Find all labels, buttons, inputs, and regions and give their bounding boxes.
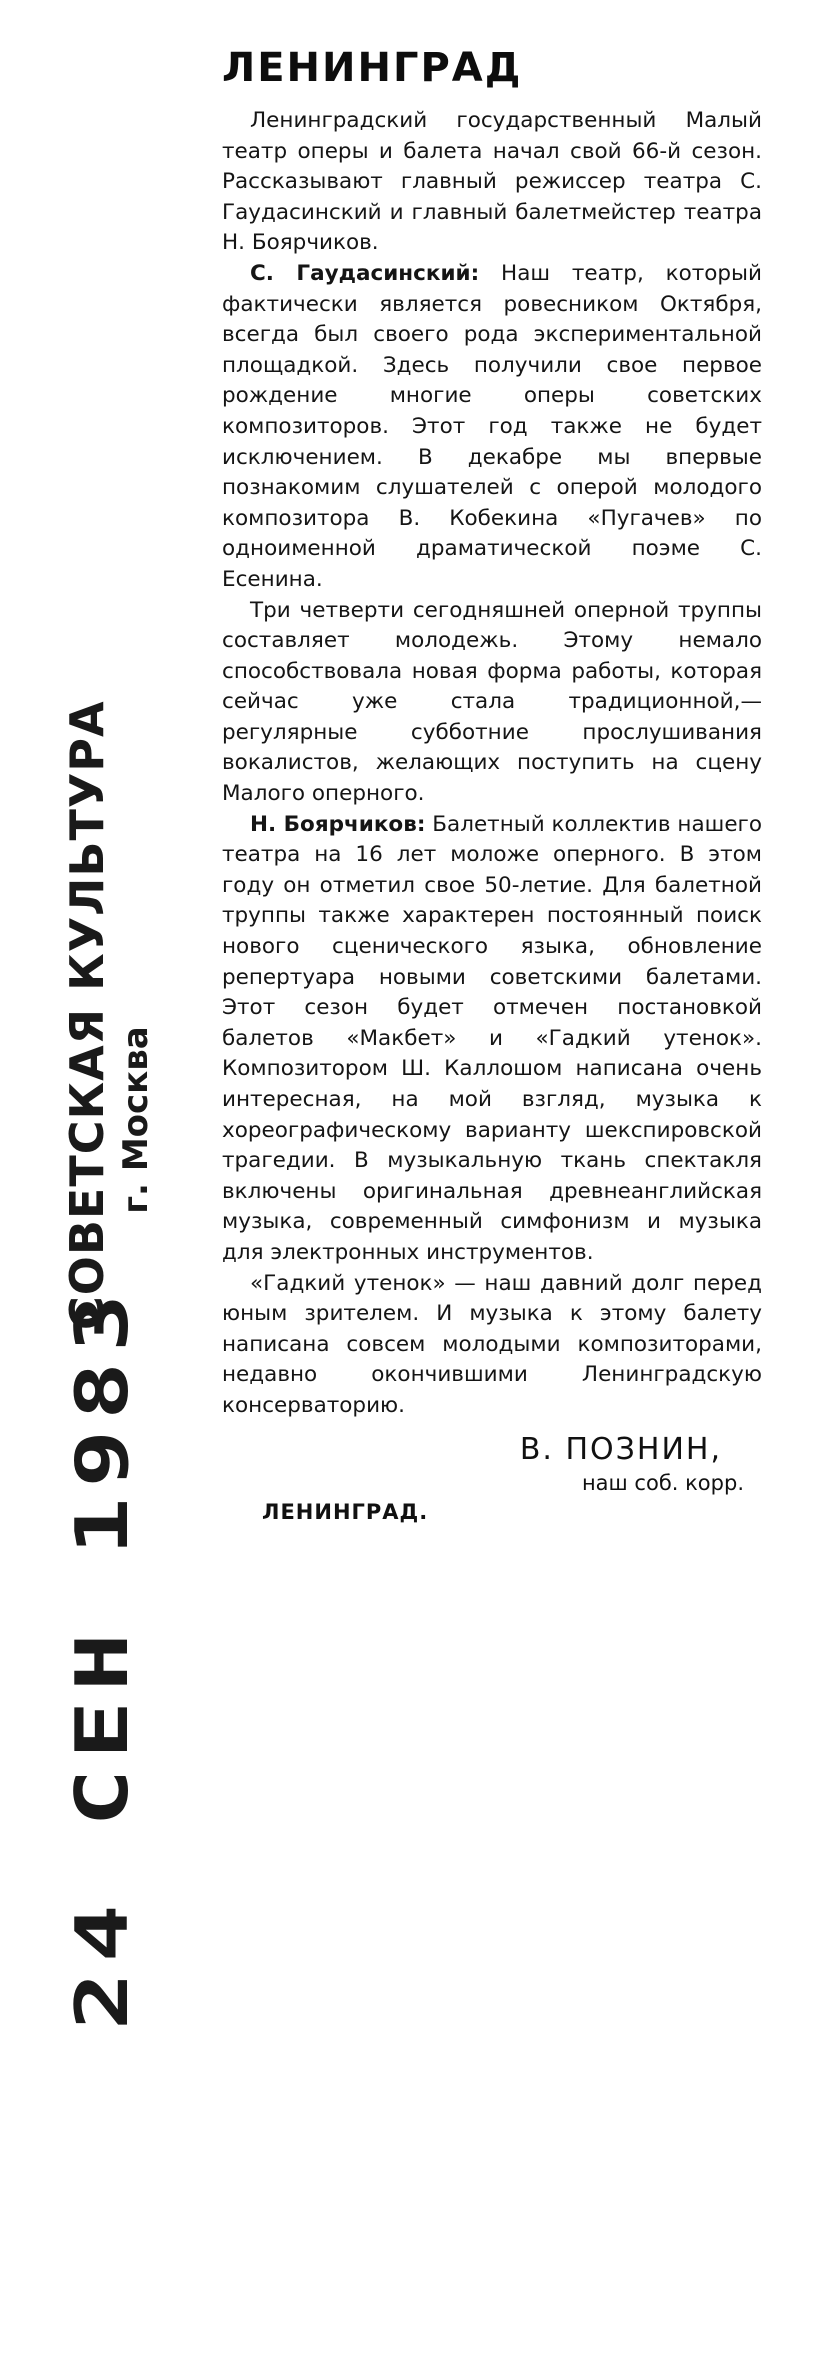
article-dateline: ЛЕНИНГРАД. — [262, 1499, 429, 1524]
speaker-label: Н. Боярчиков: — [250, 811, 426, 837]
archive-stamp — [40, 700, 240, 2030]
paragraph-text: Балетный коллектив нашего театра на 16 лет моложе оперного. В этом году он отметил свое 50-летие. Для балетной труппы также характерен постоянный поиск нового сценического языка, обновление репертуара новыми советскими балетами. Этот сезон будет отмечен постановкой балетов «Макбет» и «Гадкий утенок». Композитором Ш. Каллошом написана очень интересная, на мой взгляд, музыка к хореографическому варианту шекспировской трагедии. В музыкальную ткань спектакля включены оригинальная древнеанглийская музыка, современный симфонизм и музыка для электронных инструментов. — [222, 811, 762, 1265]
article — [222, 44, 762, 1524]
stamp-publication — [60, 700, 156, 1330]
speaker-label: С. Гаудасинский: — [250, 260, 480, 286]
stamp-city: г. Москва — [116, 1026, 156, 1214]
article-signature — [222, 1432, 762, 1498]
paragraph-text: Наш театр, который фактически является ровесником Октября, всегда был своего рода экспериментальной площадкой. Здесь получили свое первое рождение многие оперы советских композиторов. Этот год также не будет исключением. В декабре мы впервые познакомим слушателей с оперой молодого композитора В. Кобекина «Пугачев» по одноименной драматической поэме С. Есенина. — [222, 260, 762, 592]
author-title: наш соб. корр. — [581, 1470, 744, 1495]
article-paragraph-1 — [222, 259, 762, 596]
article-paragraph-4: «Гадкий утенок» — наш давний долг перед юным зрителем. И музыка к этому балету написана совсем молодыми композиторами, недавно окончившими Ленинградскую консерваторию. — [222, 1270, 762, 1418]
author-name: В. ПОЗНИН, — [519, 1431, 722, 1467]
stamp-newspaper-name: СОВЕТСКАЯ КУЛЬТУРА — [60, 700, 114, 1330]
article-paragraph-2: Три четверти сегодняшней оперной труппы составляет молодежь. Этому немало способствовала новая форма работы, которая сейчас уже стала традиционной,— регулярные субботние прослушивания вокалистов, желающих поступить на сцену Малого оперного. — [222, 597, 762, 807]
article-intro: Ленинградский государственный Малый театр оперы и балета начал свой 66-й сезон. Рассказывают главный режиссер театра С. Гаудасинский и главный балетмейстер театра Н. Боярчиков. — [222, 108, 762, 256]
stamp-date: 24 СЕН 1983 — [60, 1284, 144, 2030]
article-headline: ЛЕНИНГРАД — [222, 45, 523, 91]
article-paragraph-3 — [222, 810, 762, 1269]
